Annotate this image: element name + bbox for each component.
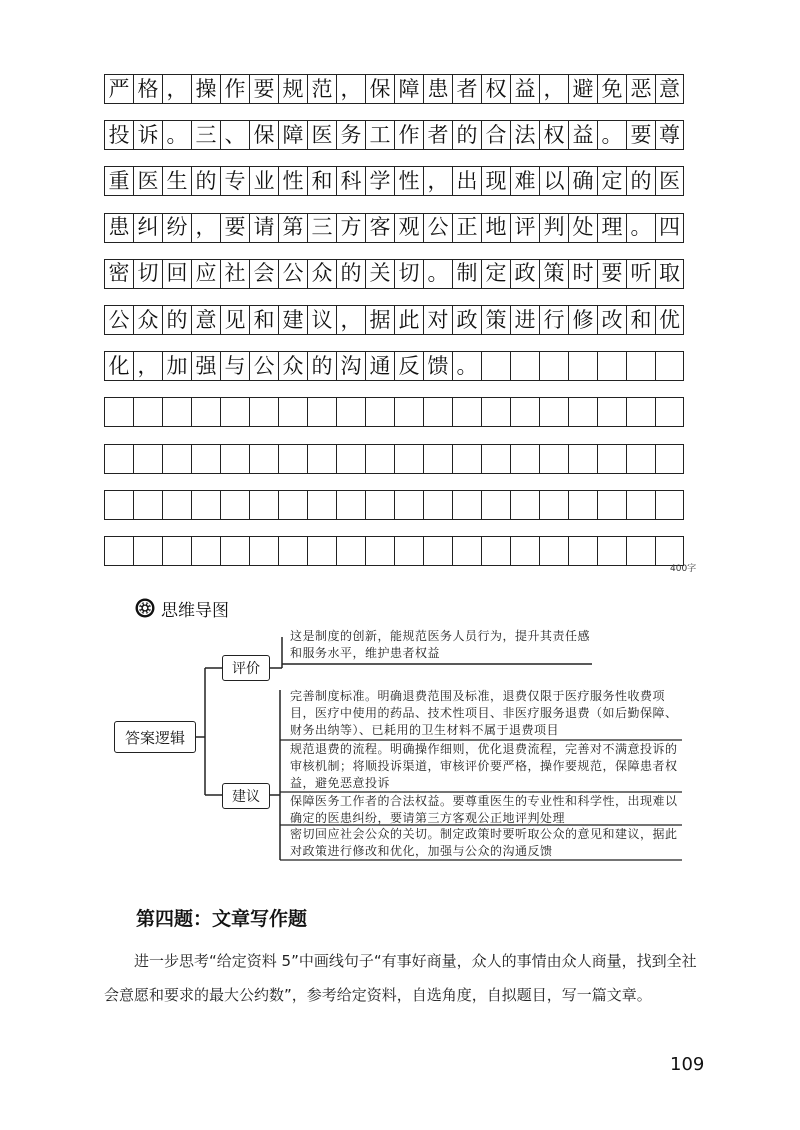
grid-cell <box>452 490 481 520</box>
grid-row <box>104 120 684 150</box>
grid-row <box>104 166 684 196</box>
grid-cell: 者 <box>452 74 481 104</box>
grid-row <box>104 259 684 289</box>
grid-cell <box>423 444 452 474</box>
grid-cell <box>336 536 365 566</box>
grid-cell: 行 <box>539 305 568 335</box>
grid-cell: 应 <box>191 259 220 289</box>
grid-cell: 益 <box>568 120 597 150</box>
grid-cell: 。 <box>626 213 655 243</box>
grid-cell: 专 <box>220 166 249 196</box>
grid-cell: 的 <box>307 351 336 381</box>
grid-cell: 和 <box>249 305 278 335</box>
grid-cell: 医 <box>655 166 684 196</box>
grid-cell <box>423 490 452 520</box>
grid-cell <box>655 444 684 474</box>
grid-cell: 者 <box>423 120 452 150</box>
grid-cell: 。 <box>597 120 626 150</box>
evaluation-text: 这是制度的创新，能规范医务人员行为，提升其责任感和服务水平，维护患者权益 <box>290 629 591 660</box>
grid-cell: 公 <box>104 305 133 335</box>
grid-cell: 投 <box>104 120 133 150</box>
grid-cell <box>423 397 452 427</box>
grid-cell <box>597 490 626 520</box>
grid-cell: 处 <box>568 213 597 243</box>
grid-cell: 三 <box>307 213 336 243</box>
grid-cell <box>452 536 481 566</box>
mindmap-branch-evaluation <box>222 655 270 681</box>
grid-cell <box>104 444 133 474</box>
grid-cell: 生 <box>162 166 191 196</box>
grid-cell <box>249 490 278 520</box>
grid-cell: 策 <box>539 259 568 289</box>
suggestion-text-3: 保障医务工作者的合法权益。要尊重医生的专业性和科学性，出现难以确定的医患纠纷，要请第三方客观公正地评判处理 <box>290 794 678 825</box>
grid-cell: 障 <box>394 74 423 104</box>
grid-cell <box>365 490 394 520</box>
grid-cell <box>191 444 220 474</box>
grid-cell <box>162 397 191 427</box>
flower-badge-icon <box>135 598 155 618</box>
grid-cell <box>626 536 655 566</box>
mindmap-root <box>114 721 196 753</box>
grid-cell <box>278 536 307 566</box>
grid-cell: 的 <box>191 166 220 196</box>
grid-cell: 切 <box>133 259 162 289</box>
grid-row <box>104 213 684 243</box>
grid-cell <box>336 490 365 520</box>
grid-cell <box>394 397 423 427</box>
grid-cell <box>133 444 162 474</box>
grid-row <box>104 490 684 520</box>
grid-cell <box>162 490 191 520</box>
grid-cell: 要 <box>626 120 655 150</box>
grid-cell <box>220 490 249 520</box>
grid-cell <box>539 490 568 520</box>
grid-cell <box>510 536 539 566</box>
grid-cell: ， <box>423 166 452 196</box>
grid-cell: 对 <box>423 305 452 335</box>
word-count-label: 400字 <box>670 564 697 574</box>
grid-cell: 法 <box>510 120 539 150</box>
grid-cell: ， <box>336 74 365 104</box>
grid-cell: 避 <box>568 74 597 104</box>
grid-cell <box>336 397 365 427</box>
grid-cell: 政 <box>452 305 481 335</box>
grid-cell: 务 <box>336 120 365 150</box>
grid-cell: 作 <box>220 74 249 104</box>
grid-cell: 关 <box>365 259 394 289</box>
grid-cell <box>191 490 220 520</box>
grid-cell: 密 <box>104 259 133 289</box>
grid-cell <box>249 397 278 427</box>
grid-cell: 保 <box>249 120 278 150</box>
grid-cell: 益 <box>510 74 539 104</box>
grid-cell: 。 <box>452 351 481 381</box>
grid-cell: 三 <box>191 120 220 150</box>
grid-cell <box>133 490 162 520</box>
grid-cell: 众 <box>278 351 307 381</box>
grid-cell <box>336 444 365 474</box>
grid-cell: 听 <box>626 259 655 289</box>
grid-cell: 医 <box>307 120 336 150</box>
grid-cell: 切 <box>394 259 423 289</box>
grid-cell <box>307 444 336 474</box>
grid-cell: 纠 <box>133 213 162 243</box>
grid-cell: 会 <box>249 259 278 289</box>
grid-cell: 要 <box>220 213 249 243</box>
grid-cell: 、 <box>220 120 249 150</box>
grid-cell: 和 <box>307 166 336 196</box>
suggestion-text-2: 规范退费的流程。明确操作细则，优化退费流程，完善对不满意投诉的审核机制；将顺投诉渠道，审核评价要严格，操作要规范，保障患者权益，避免恶意投诉 <box>290 742 678 790</box>
grid-cell: 业 <box>249 166 278 196</box>
grid-cell: 的 <box>162 305 191 335</box>
grid-cell: 意 <box>655 74 684 104</box>
grid-cell <box>162 444 191 474</box>
page-number: 109 <box>670 1054 705 1075</box>
grid-cell <box>162 536 191 566</box>
grid-cell: 地 <box>481 213 510 243</box>
grid-cell: 修 <box>568 305 597 335</box>
grid-cell: 众 <box>133 305 162 335</box>
grid-cell <box>394 536 423 566</box>
grid-row <box>104 351 684 381</box>
grid-cell <box>626 444 655 474</box>
mindmap-title: 思维导图 <box>161 601 229 621</box>
grid-row <box>104 536 684 566</box>
grid-cell: 策 <box>481 305 510 335</box>
grid-cell: 恶 <box>626 74 655 104</box>
grid-row <box>104 444 684 474</box>
grid-cell <box>481 536 510 566</box>
grid-cell: 格 <box>133 74 162 104</box>
grid-cell <box>597 536 626 566</box>
grid-cell <box>249 536 278 566</box>
grid-row <box>104 397 684 427</box>
grid-cell <box>278 397 307 427</box>
grid-cell <box>220 397 249 427</box>
grid-cell: 观 <box>394 213 423 243</box>
grid-cell: 确 <box>568 166 597 196</box>
grid-cell: 重 <box>104 166 133 196</box>
grid-cell: 。 <box>162 120 191 150</box>
grid-cell: 据 <box>365 305 394 335</box>
grid-cell <box>278 444 307 474</box>
grid-cell <box>365 444 394 474</box>
grid-cell <box>597 444 626 474</box>
grid-cell: 尊 <box>655 120 684 150</box>
grid-cell: 理 <box>597 213 626 243</box>
grid-cell: 时 <box>568 259 597 289</box>
grid-cell <box>394 444 423 474</box>
grid-cell: 要 <box>597 259 626 289</box>
grid-cell: 难 <box>510 166 539 196</box>
grid-cell <box>539 397 568 427</box>
grid-cell: 患 <box>423 74 452 104</box>
grid-cell <box>481 490 510 520</box>
grid-cell: 化 <box>104 351 133 381</box>
suggestion-text-4: 密切回应社会公众的关切。制定政策时要听取公众的意见和建议，据此对政策进行修改和优化，加强与公众的沟通反馈 <box>290 827 678 858</box>
grid-cell: 众 <box>307 259 336 289</box>
grid-cell: 取 <box>655 259 684 289</box>
suggestion-text-1: 完善制度标准。明确退费范围及标准，退费仅限于医疗服务性收费项目，医疗中使用的药品、技术性项目、非医疗服务退费（如后勤保障、财务出纳等）、已耗用的卫生材料不属于退费项目 <box>290 689 678 737</box>
grid-cell <box>452 397 481 427</box>
grid-cell <box>539 536 568 566</box>
grid-cell: 患 <box>104 213 133 243</box>
grid-cell <box>133 397 162 427</box>
grid-cell: 与 <box>220 351 249 381</box>
grid-cell <box>481 397 510 427</box>
grid-cell: 意 <box>191 305 220 335</box>
grid-cell: 现 <box>481 166 510 196</box>
grid-cell: 公 <box>278 259 307 289</box>
grid-cell: 社 <box>220 259 249 289</box>
grid-cell: ， <box>336 305 365 335</box>
grid-cell: 诉 <box>133 120 162 150</box>
grid-cell <box>481 351 510 381</box>
grid-cell: ， <box>133 351 162 381</box>
grid-cell: 工 <box>365 120 394 150</box>
grid-cell <box>452 444 481 474</box>
grid-cell: 正 <box>452 213 481 243</box>
grid-cell: 此 <box>394 305 423 335</box>
grid-cell <box>133 536 162 566</box>
grid-cell <box>539 351 568 381</box>
grid-cell <box>365 397 394 427</box>
grid-cell: 第 <box>278 213 307 243</box>
grid-cell: 定 <box>481 259 510 289</box>
grid-cell: 以 <box>539 166 568 196</box>
grid-cell: 的 <box>452 120 481 150</box>
grid-cell: 建 <box>278 305 307 335</box>
grid-cell: 优 <box>655 305 684 335</box>
question-body: 进一步思考“给定资料 5”中画线句子“有事好商量，众人的事情由众人商量，找到全社会意愿和要求的最大公约数”，参考给定资料，自选角度，自拟题目，写一篇文章。 <box>104 952 697 1004</box>
mindmap-root-label: 答案逻辑 <box>124 728 185 747</box>
grid-cell: 要 <box>249 74 278 104</box>
grid-cell: 的 <box>336 259 365 289</box>
grid-cell <box>568 397 597 427</box>
grid-cell: 回 <box>162 259 191 289</box>
grid-cell <box>626 490 655 520</box>
grid-cell <box>481 444 510 474</box>
grid-cell <box>597 351 626 381</box>
grid-cell: 。 <box>423 259 452 289</box>
grid-cell: 作 <box>394 120 423 150</box>
grid-cell <box>104 397 133 427</box>
grid-cell: 性 <box>394 166 423 196</box>
grid-cell <box>307 490 336 520</box>
grid-cell <box>510 397 539 427</box>
mindmap-branch-suggestion <box>222 783 270 809</box>
grid-cell <box>510 490 539 520</box>
grid-cell: 反 <box>394 351 423 381</box>
branch-evaluation-label: 评价 <box>232 661 260 677</box>
grid-cell <box>510 444 539 474</box>
grid-cell: 和 <box>626 305 655 335</box>
grid-cell: 严 <box>104 74 133 104</box>
grid-cell: 科 <box>336 166 365 196</box>
grid-cell <box>278 490 307 520</box>
grid-cell <box>104 490 133 520</box>
grid-cell: 的 <box>626 166 655 196</box>
grid-cell: 保 <box>365 74 394 104</box>
grid-cell <box>365 536 394 566</box>
grid-cell: 强 <box>191 351 220 381</box>
grid-cell: 制 <box>452 259 481 289</box>
grid-cell: 进 <box>510 305 539 335</box>
grid-cell: 免 <box>597 74 626 104</box>
grid-cell <box>568 490 597 520</box>
grid-cell: 操 <box>191 74 220 104</box>
grid-cell: 权 <box>539 120 568 150</box>
grid-cell <box>655 351 684 381</box>
grid-cell: 范 <box>307 74 336 104</box>
grid-cell: 通 <box>365 351 394 381</box>
grid-row <box>104 74 684 104</box>
grid-cell <box>220 536 249 566</box>
grid-cell: 合 <box>481 120 510 150</box>
grid-cell: 学 <box>365 166 394 196</box>
grid-cell: 议 <box>307 305 336 335</box>
grid-cell: 请 <box>249 213 278 243</box>
grid-row <box>104 305 684 335</box>
grid-cell <box>104 536 133 566</box>
grid-cell: 方 <box>336 213 365 243</box>
grid-cell: 沟 <box>336 351 365 381</box>
grid-cell <box>423 536 452 566</box>
grid-cell: 性 <box>278 166 307 196</box>
grid-cell <box>220 444 249 474</box>
grid-cell <box>191 536 220 566</box>
grid-cell <box>655 490 684 520</box>
grid-cell <box>568 351 597 381</box>
grid-cell: ， <box>191 213 220 243</box>
grid-cell: 四 <box>655 213 684 243</box>
grid-cell <box>307 397 336 427</box>
grid-cell: 公 <box>423 213 452 243</box>
grid-cell: 权 <box>481 74 510 104</box>
grid-cell: 判 <box>539 213 568 243</box>
grid-cell: 见 <box>220 305 249 335</box>
question-heading: 第四题：文章写作题 <box>136 908 308 930</box>
grid-cell: 公 <box>249 351 278 381</box>
grid-cell <box>626 397 655 427</box>
branch-suggestion-label: 建议 <box>232 789 260 805</box>
grid-cell <box>597 397 626 427</box>
grid-cell <box>249 444 278 474</box>
grid-cell <box>655 397 684 427</box>
grid-cell <box>394 490 423 520</box>
grid-cell <box>626 351 655 381</box>
grid-cell: 政 <box>510 259 539 289</box>
grid-cell <box>568 444 597 474</box>
grid-cell <box>191 397 220 427</box>
grid-cell <box>307 536 336 566</box>
grid-cell: ， <box>162 74 191 104</box>
grid-cell: 规 <box>278 74 307 104</box>
grid-cell: 纷 <box>162 213 191 243</box>
grid-cell <box>568 536 597 566</box>
grid-cell: 障 <box>278 120 307 150</box>
grid-cell: 改 <box>597 305 626 335</box>
grid-cell: 加 <box>162 351 191 381</box>
grid-cell: 客 <box>365 213 394 243</box>
grid-cell: ， <box>539 74 568 104</box>
grid-cell: 出 <box>452 166 481 196</box>
grid-cell: 评 <box>510 213 539 243</box>
grid-cell: 馈 <box>423 351 452 381</box>
grid-cell <box>539 444 568 474</box>
grid-cell <box>510 351 539 381</box>
grid-cell: 医 <box>133 166 162 196</box>
grid-cell: 定 <box>597 166 626 196</box>
